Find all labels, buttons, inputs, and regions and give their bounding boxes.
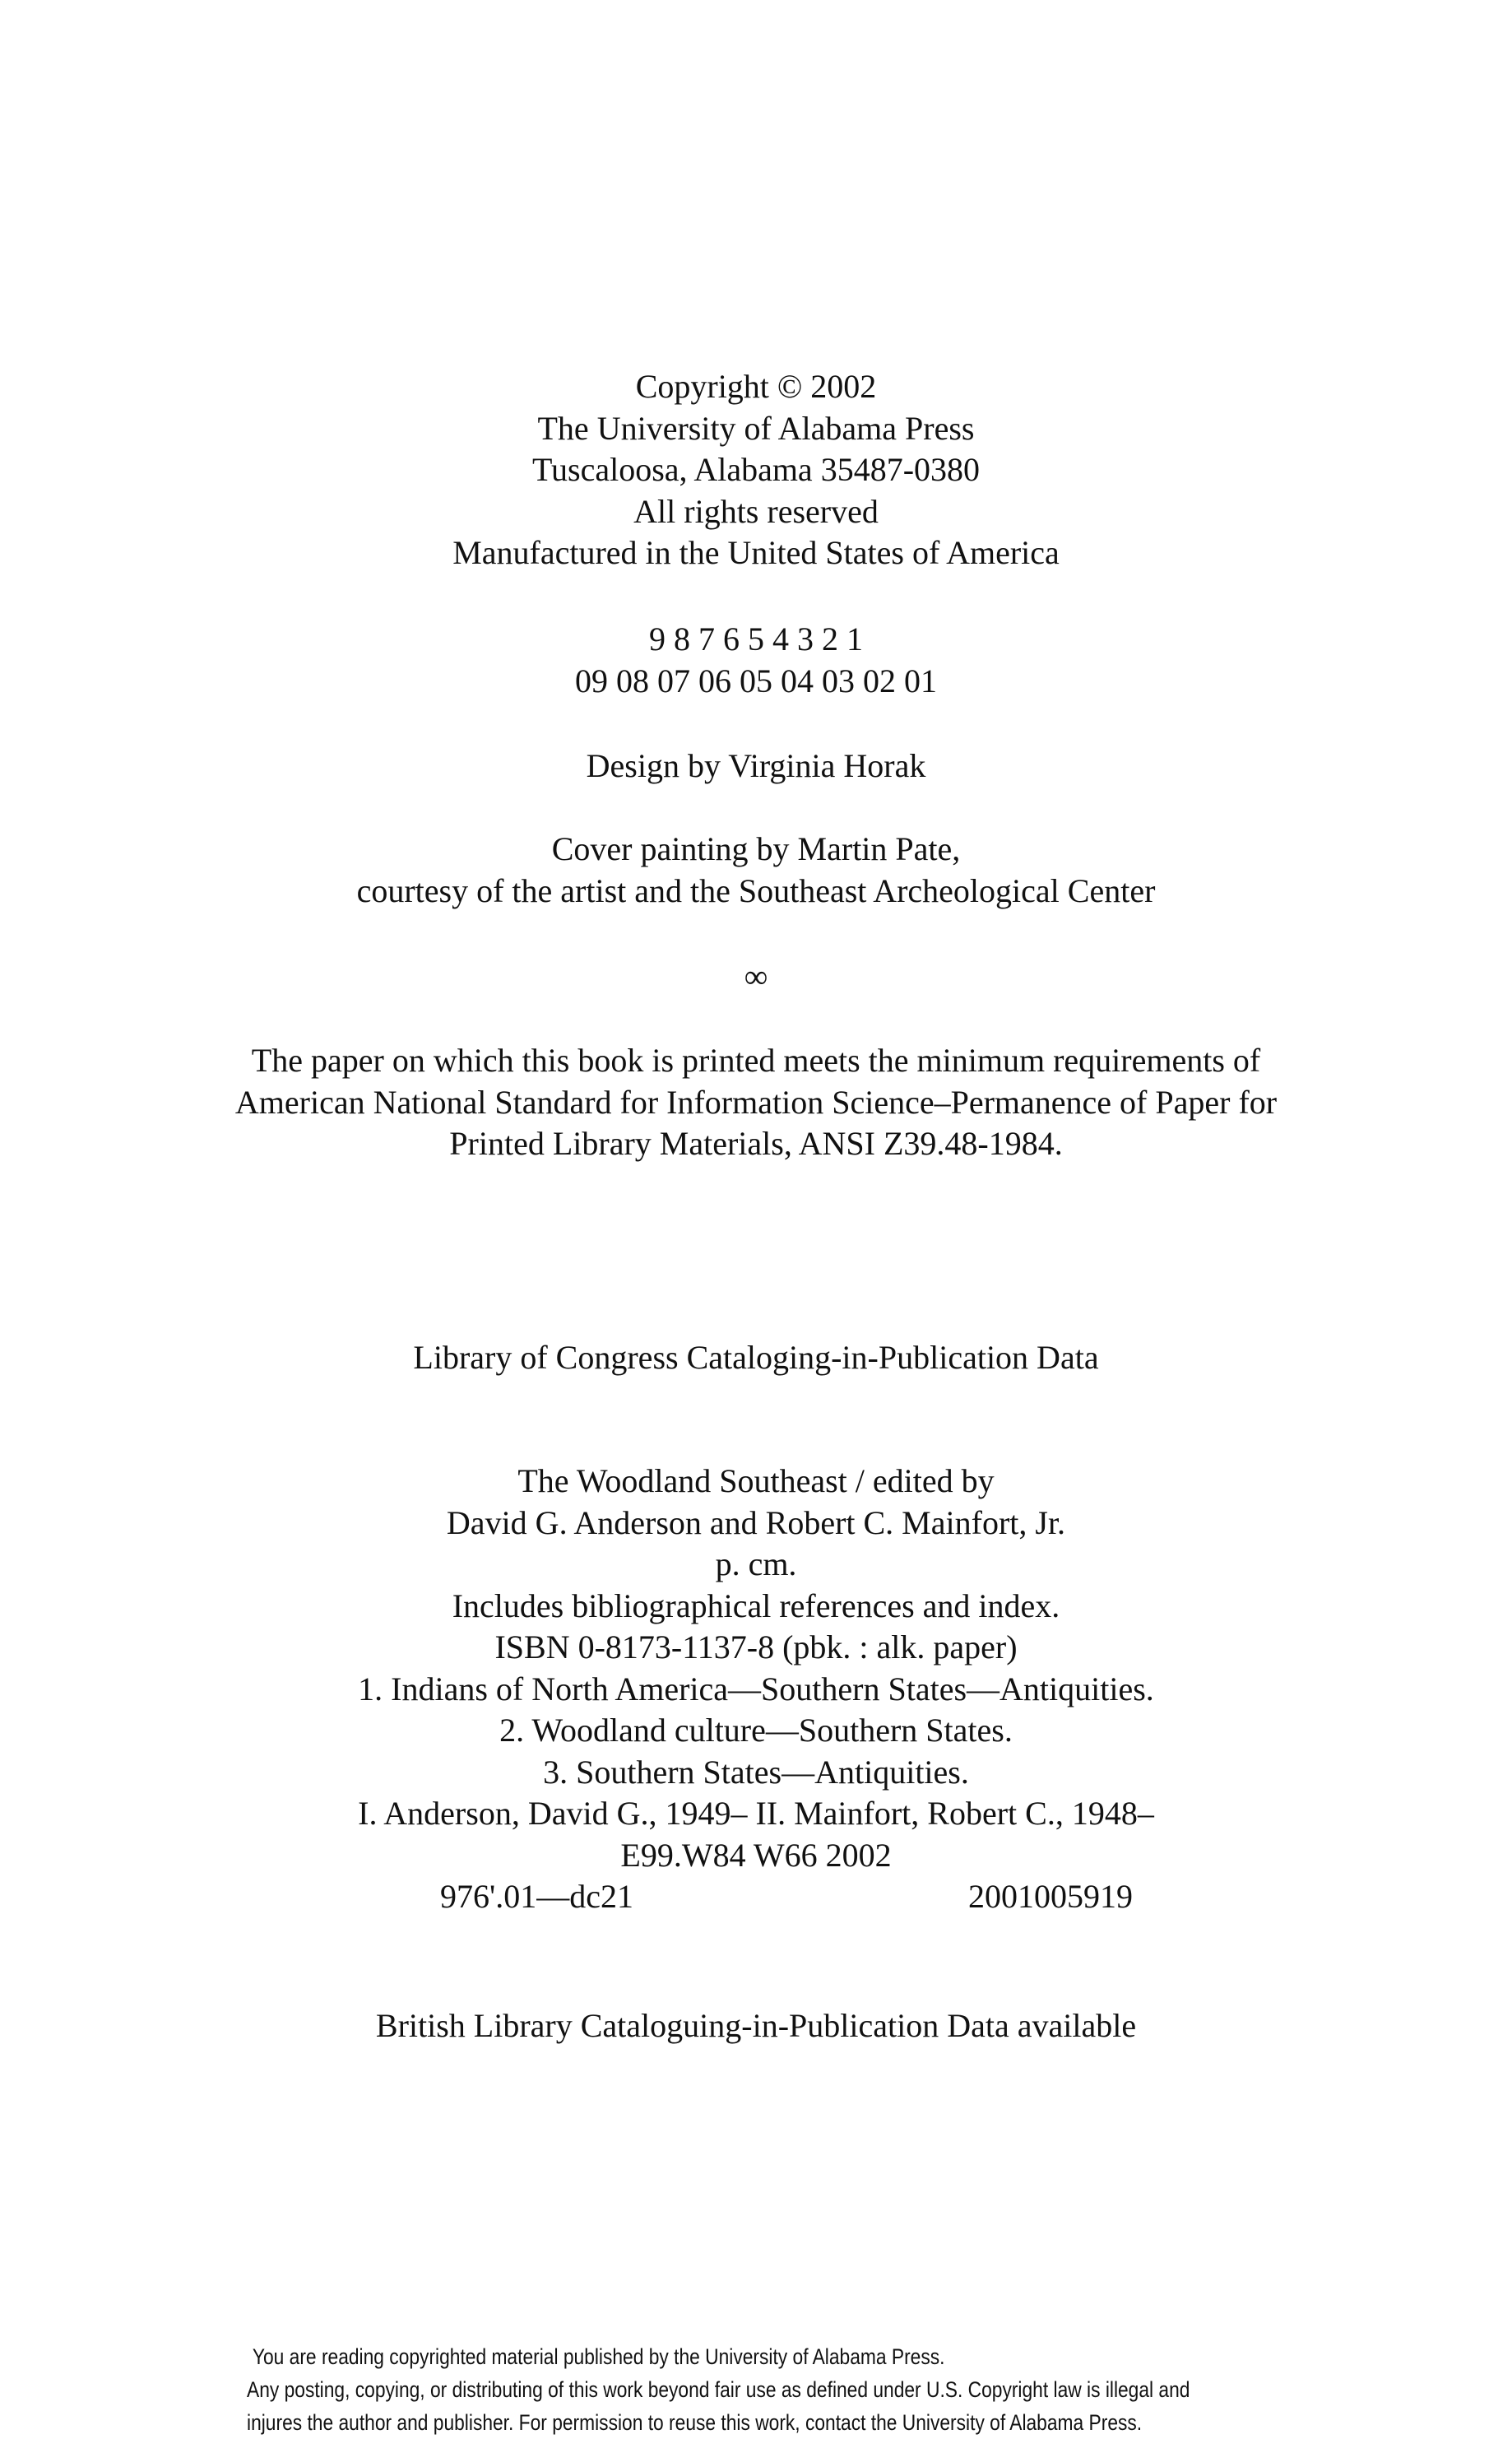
copyright-notice: Copyright © 2002 bbox=[635, 368, 877, 405]
printing-line-block bbox=[0, 619, 1512, 702]
cip-subject-1: 1. Indians of North America—Southern States—Antiquities. bbox=[358, 1670, 1154, 1707]
cip-lccn: 2001005919 bbox=[968, 1878, 1133, 1915]
rights-statement: All rights reserved bbox=[633, 492, 879, 530]
footer-line-3: injures the author and publisher. For permission to reuse this work, contact the University of Alabama Press. bbox=[247, 2410, 1143, 2435]
cip-isbn-line: ISBN 0-8173-1137-8 (pbk. : alk. paper) bbox=[494, 1628, 1018, 1665]
publisher-name: The University of Alabama Press bbox=[537, 409, 975, 447]
copyright-block bbox=[0, 366, 1512, 574]
impression-line: 9 8 7 6 5 4 3 2 1 bbox=[649, 620, 863, 657]
cip-call-number: E99.W84 W66 2002 bbox=[620, 1836, 892, 1874]
lc-cip-heading: Library of Congress Cataloging-in-Publication Data bbox=[413, 1339, 1099, 1376]
cip-notes-line: Includes bibliographical references and index. bbox=[452, 1587, 1060, 1624]
cover-credit-line-2: courtesy of the artist and the Southeast Archeological Center bbox=[356, 871, 1156, 909]
cover-credit-line-1: Cover painting by Martin Pate, bbox=[551, 830, 961, 867]
copyright-footer bbox=[247, 2340, 1190, 2439]
cip-title-line: The Woodland Southeast / edited by bbox=[517, 1462, 995, 1499]
cip-classification-row bbox=[0, 1876, 1512, 1918]
paper-statement-line-2: American National Standard for Information Science–Permanence of Paper for bbox=[234, 1083, 1278, 1121]
cip-editors-line: David G. Anderson and Robert C. Mainfort, Jr. bbox=[446, 1503, 1066, 1541]
paper-statement-line-3: Printed Library Materials, ANSI Z39.48-1984. bbox=[449, 1125, 1063, 1162]
cip-record bbox=[0, 1461, 1512, 1918]
year-line: 09 08 07 06 05 04 03 02 01 bbox=[575, 662, 937, 699]
cip-subject-3: 3. Southern States—Antiquities. bbox=[543, 1753, 969, 1791]
british-cip-block bbox=[0, 2005, 1512, 2047]
design-credit-block bbox=[0, 746, 1512, 787]
manufacture-statement: Manufactured in the United States of America bbox=[452, 534, 1060, 571]
cover-credit-block bbox=[0, 829, 1512, 912]
design-credit: Design by Virginia Horak bbox=[586, 747, 926, 784]
paper-statement-line-1: The paper on which this book is printed meets the minimum requirements of bbox=[251, 1042, 1261, 1079]
british-cip-statement: British Library Cataloguing-in-Publication Data available bbox=[375, 2007, 1137, 2044]
permanence-symbol-block bbox=[0, 956, 1512, 998]
paper-statement-block bbox=[0, 1040, 1512, 1165]
cip-subject-2: 2. Woodland culture—Southern States. bbox=[499, 1712, 1013, 1749]
cip-pagination-line: p. cm. bbox=[715, 1545, 797, 1582]
lc-cip-heading-block bbox=[0, 1337, 1512, 1379]
infinity-icon: ∞ bbox=[744, 958, 768, 995]
cip-dewey-number: 976'.01—dc21 bbox=[440, 1878, 633, 1915]
footer-line-1: You are reading copyrighted material published by the University of Alabama Press. bbox=[252, 2344, 945, 2369]
cip-added-entries: I. Anderson, David G., 1949– II. Mainfort, Robert C., 1948– bbox=[358, 1795, 1154, 1832]
footer-line-2: Any posting, copying, or distributing of this work beyond fair use as defined under U.S. Copyright law is illegal and bbox=[247, 2377, 1190, 2402]
publisher-address: Tuscaloosa, Alabama 35487-0380 bbox=[531, 451, 981, 488]
